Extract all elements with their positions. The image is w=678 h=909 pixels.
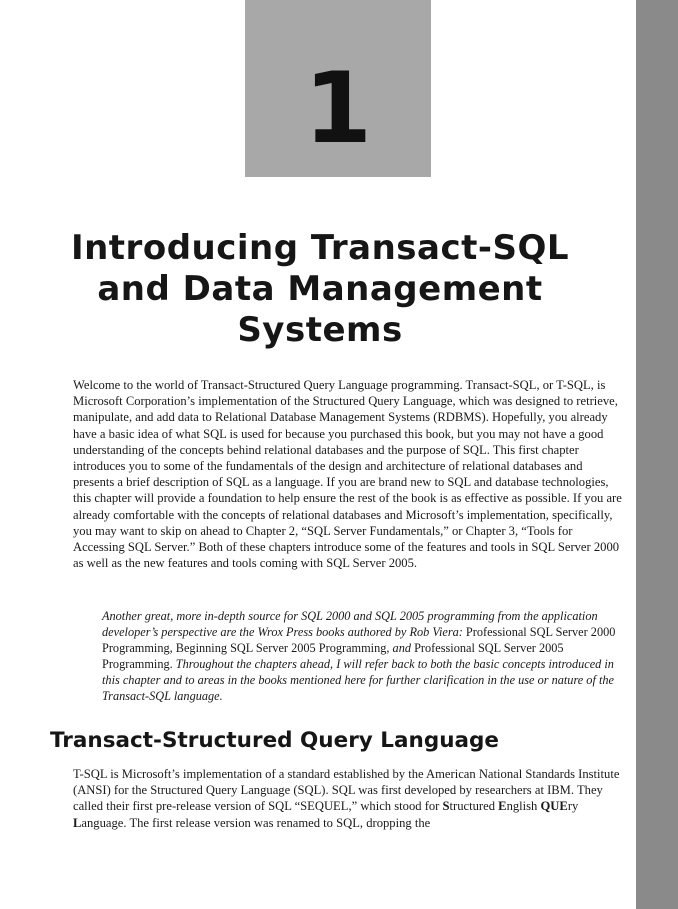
chapter-number-box <box>245 0 431 177</box>
acronym-letter: QUE <box>540 799 568 814</box>
chapter-title-line: Introducing Transact-SQL <box>70 228 570 268</box>
section-paragraph <box>73 766 625 831</box>
acronym-word-rest: anguage <box>81 815 124 830</box>
note-book-titles: Professional SQL Server 2000 Programming, Beginning SQL Server 2005 Programming, <box>102 625 616 655</box>
acronym-letter: L <box>73 815 82 830</box>
chapter-title-line: and Data Management <box>97 269 543 309</box>
section-paragraph-start: T-SQL is Microsoft’s implementation of a standard established by the American National Standards Institute (ANSI) for the Structured Query Language (SQL). SQL was first developed by researchers at IBM. They called their first pre-release version of SQL “SEQUEL,” which stood for <box>73 767 620 814</box>
note-text: Another great, more in-depth source for SQL 2000 and SQL 2005 programming from the application developer’s perspective are the Wrox Press books authored by Rob Viera: <box>102 609 598 639</box>
acronym-letter: S <box>442 799 450 814</box>
acronym-word-rest: nglish <box>506 799 541 814</box>
note-and: and <box>389 641 415 655</box>
page-edge-shadow <box>636 0 678 909</box>
chapter-title <box>60 228 580 351</box>
section-heading: Transact-Structured Query Language <box>50 728 499 753</box>
note-paragraph <box>102 608 622 704</box>
intro-paragraph: Welcome to the world of Transact-Structured Query Language programming. Transact-SQL, or T-SQL, is Microsoft Corporation’s implementation of the Structured Query Language, which was designed to retrieve, manipulate, and add data to Relational Database Management Systems (RDBMS). Hopefully, you already have a basic idea of what SQL is used for because you purchased this book, but you may not have a good understanding of the concepts behind relational databases and the purpose of SQL. This first chapter introduces you to some of the fundamentals of the design and architecture of relational databases and presents a brief description of SQL as a language. If you are brand new to SQL and database technologies, this chapter will provide a foundation to help ensure the rest of the book is as effective as possible. If you are already comfortable with the concepts of relational databases and Microsoft’s implementation, specifically, you may want to skip on ahead to Chapter 2, “SQL Server Fundamentals,” or Chapter 3, “Tools for Accessing SQL Server.” Both of these chapters introduce some of the features and tools in SQL Server 2000 as well as the new features and tools coming with SQL Server 2005. <box>73 378 622 571</box>
note-book-title: Professional SQL Server 2005 Programming. <box>102 641 564 671</box>
acronym-word-rest: tructured <box>449 799 499 814</box>
chapter-number: 1 <box>303 52 373 166</box>
acronym-letter: E <box>498 799 507 814</box>
section-paragraph-end: . The first release version was renamed to SQL, dropping the <box>123 815 431 830</box>
chapter-title-line: Systems <box>237 310 403 350</box>
acronym-word-rest: ry <box>567 799 579 814</box>
note-text-continued: Throughout the chapters ahead, I will refer back to both the basic concepts introduced in this chapter and to areas in the books mentioned here for further clarification in the use or nature of the Transact-SQL language. <box>102 657 614 703</box>
